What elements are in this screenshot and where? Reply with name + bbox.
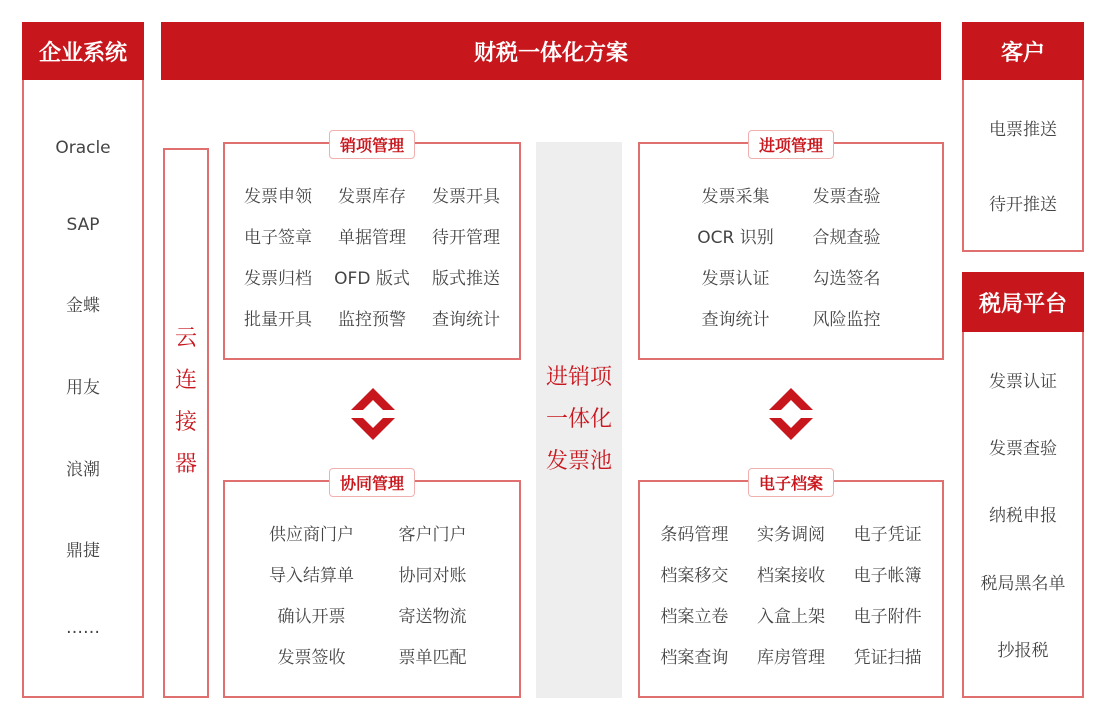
double-arrow-icon <box>767 388 815 440</box>
purchase-item: 风险监控 <box>812 310 881 330</box>
enterprise-title: 企业系统 <box>38 40 127 66</box>
sales-item: 批量开具 <box>244 310 312 330</box>
enterprise-item: 浪潮 <box>66 459 100 480</box>
archive-item: 电子附件 <box>853 607 922 627</box>
connector-char: 云 <box>174 326 197 351</box>
purchase-grid <box>680 182 902 346</box>
tax-title: 税局平台 <box>978 291 1067 317</box>
purchase-item: 发票查验 <box>812 187 881 207</box>
collab-item: 寄送物流 <box>398 607 467 627</box>
connector-char: 接 <box>174 410 197 435</box>
archive-item: 档案接收 <box>756 566 825 586</box>
sales-label: 销项管理 <box>329 130 415 159</box>
main-title: 财税一体化方案 <box>473 40 628 66</box>
archive-item: 入盒上架 <box>756 607 825 627</box>
tax-list <box>962 332 1084 698</box>
purchase-label: 进项管理 <box>748 130 834 159</box>
tax-item: 纳税申报 <box>989 506 1057 527</box>
sales-item: 单据管理 <box>338 228 406 248</box>
sales-item: 发票开具 <box>432 187 500 207</box>
sales-item: 监控预警 <box>338 310 406 330</box>
purchase-box <box>638 136 944 360</box>
purchase-item: 发票采集 <box>701 187 770 207</box>
enterprise-list <box>22 80 144 698</box>
customer-title: 客户 <box>1000 40 1045 66</box>
purchase-item: 勾选签名 <box>812 269 881 289</box>
invoice-pool <box>536 142 622 698</box>
sales-item: 发票库存 <box>338 187 406 207</box>
tax-item: 发票认证 <box>989 372 1057 393</box>
collab-label: 协同管理 <box>329 468 415 497</box>
archive-box <box>638 474 944 698</box>
customer-item: 电票推送 <box>989 120 1057 140</box>
customer-header <box>962 22 1084 80</box>
archive-item: 电子凭证 <box>853 525 922 545</box>
connector-text <box>165 318 207 486</box>
sales-item: 发票申领 <box>244 187 312 207</box>
enterprise-item: …… <box>66 617 100 638</box>
purchase-item: 发票认证 <box>701 269 770 289</box>
main-header <box>161 22 941 80</box>
collab-item: 确认开票 <box>277 607 346 627</box>
archive-grid <box>646 520 936 684</box>
tax-item: 发票查验 <box>989 439 1057 460</box>
archive-label: 电子档案 <box>748 468 834 497</box>
collab-item: 供应商门户 <box>269 525 354 545</box>
connector-char: 器 <box>174 452 197 477</box>
pool-line: 一体化 <box>545 407 612 432</box>
archive-item: 条码管理 <box>660 525 729 545</box>
sales-grid <box>231 182 513 346</box>
tax-item: 抄报税 <box>997 640 1049 661</box>
enterprise-item: 用友 <box>66 377 100 398</box>
collab-item: 客户门户 <box>398 525 467 545</box>
archive-item: 电子帐簿 <box>853 566 922 586</box>
enterprise-item: 鼎捷 <box>66 541 100 562</box>
sales-item: 发票归档 <box>244 269 312 289</box>
collab-item: 发票签收 <box>277 648 346 668</box>
collab-grid <box>251 520 493 684</box>
customer-item: 待开推送 <box>989 195 1057 215</box>
connector-char: 连 <box>174 368 197 393</box>
archive-item: 档案立卷 <box>660 607 729 627</box>
sales-item: 版式推送 <box>432 269 500 289</box>
enterprise-item: SAP <box>66 214 100 235</box>
archive-item: 库房管理 <box>756 648 825 668</box>
pool-line: 发票池 <box>545 449 612 474</box>
collab-box <box>223 474 521 698</box>
collab-item: 协同对账 <box>398 566 467 586</box>
archive-item: 实务调阅 <box>756 525 825 545</box>
purchase-item: 合规查验 <box>812 228 881 248</box>
purchase-item: OCR 识别 <box>697 228 774 248</box>
pool-line: 进销项 <box>545 365 612 390</box>
enterprise-header <box>22 22 144 80</box>
collab-item: 票单匹配 <box>398 648 467 668</box>
enterprise-item: Oracle <box>55 138 111 159</box>
tax-header <box>962 272 1084 332</box>
cloud-connector <box>163 148 209 698</box>
sales-item: 电子签章 <box>244 228 312 248</box>
archive-item: 凭证扫描 <box>853 648 922 668</box>
tax-item: 税局黑名单 <box>980 573 1066 594</box>
sales-item: 查询统计 <box>432 310 500 330</box>
sales-item: OFD 版式 <box>334 269 410 289</box>
enterprise-item: 金蝶 <box>66 296 100 317</box>
double-arrow-icon <box>349 388 397 440</box>
sales-item: 待开管理 <box>432 228 500 248</box>
archive-item: 档案查询 <box>660 648 729 668</box>
collab-item: 导入结算单 <box>269 566 354 586</box>
archive-item: 档案移交 <box>660 566 729 586</box>
customer-list <box>962 80 1084 252</box>
purchase-item: 查询统计 <box>701 310 770 330</box>
sales-box <box>223 136 521 360</box>
